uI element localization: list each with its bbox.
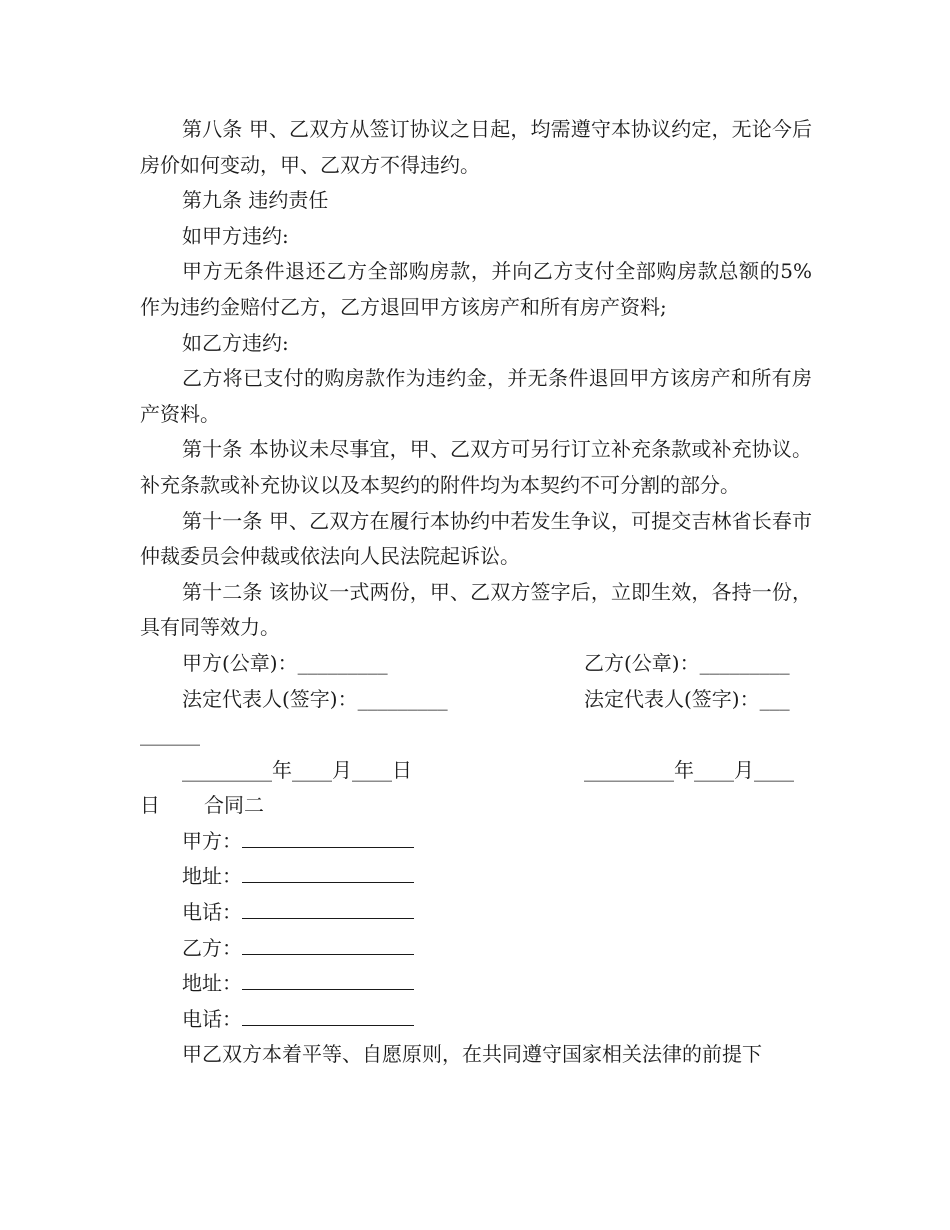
seal-row	[140, 646, 812, 682]
party-a-breach-text: 甲方无条件退还乙方全部购房款，并向乙方支付全部购房款总额的5%作为违约金赔付乙方，乙方退回甲方该房产和所有房产资料;	[140, 259, 812, 319]
party-a-phone-field	[140, 895, 812, 931]
party-b-name-label: 乙方：	[182, 935, 242, 960]
party-b-address-field	[140, 966, 812, 1002]
party-b-name-field	[140, 931, 812, 967]
party-a-name-label: 甲方：	[182, 828, 242, 853]
article-12: 第十二条 该协议一式两份，甲、乙双方签字后，立即生效，各持一份，具有同等效力。	[140, 579, 812, 640]
party-b-phone-blank	[242, 1003, 414, 1026]
party-b-seal-line: 乙方(公章)：_________	[584, 650, 790, 675]
party-a-name-blank	[242, 825, 414, 848]
contract-body	[140, 112, 812, 1073]
party-a-representative-line: 法定代表人(签字)：_________	[182, 686, 448, 711]
date-row-continued	[140, 788, 812, 824]
party-b-address-blank	[242, 967, 414, 990]
party-b-date-line-continued: 日	[140, 793, 160, 818]
article-8: 第八条 甲、乙双方从签订协议之日起，均需遵守本协议约定，无论今后房价如何变动，甲、乙双方不得违约。	[140, 117, 812, 177]
date-row	[140, 753, 812, 789]
article-10: 第十条 本协议未尽事宜，甲、乙双方可另行订立补充条款或补充协议。补充条款或补充协议以及本契约的附件均为本契约不可分割的部分。	[140, 437, 812, 497]
party-a-date-line: _________年____月____日	[182, 757, 412, 782]
party-a-address-blank	[242, 860, 414, 883]
party-b-name-blank	[242, 932, 414, 955]
party-a-seal-line: 甲方(公章)：_________	[182, 650, 388, 675]
party-a-name-field	[140, 824, 812, 860]
party-b-phone-field	[140, 1002, 812, 1038]
party-b-representative-line-continued: ______	[140, 722, 200, 747]
representative-row	[140, 682, 812, 718]
article-9-title: 第九条 违约责任	[182, 188, 329, 213]
party-a-phone-label: 电话：	[182, 900, 242, 925]
party-a-phone-blank	[242, 896, 414, 919]
representative-row-continued	[140, 717, 812, 753]
article-11: 第十一条 甲、乙双方在履行本协约中若发生争议，可提交吉林省长春市仲裁委员会仲裁或依法向人民法院起诉讼。	[140, 508, 812, 569]
party-a-breach-heading: 如甲方违约:	[182, 223, 289, 248]
party-b-representative-line: 法定代表人(签字)：___	[584, 686, 790, 711]
party-b-breach-text: 乙方将已支付的购房款作为违约金，并无条件退回甲方该房产和所有房产资料。	[140, 366, 812, 426]
party-b-breach-heading: 如乙方违约:	[182, 330, 289, 355]
party-a-address-field	[140, 859, 812, 895]
contract-two-title: 合同二	[204, 793, 264, 818]
party-a-address-label: 地址：	[182, 864, 242, 889]
party-b-address-label: 地址：	[182, 971, 242, 996]
party-b-phone-label: 电话：	[182, 1006, 242, 1031]
contract-two-preamble: 甲乙双方本着平等、自愿原则，在共同遵守国家相关法律的前提下	[182, 1042, 762, 1067]
party-b-date-line: _________年____月____	[584, 757, 794, 782]
